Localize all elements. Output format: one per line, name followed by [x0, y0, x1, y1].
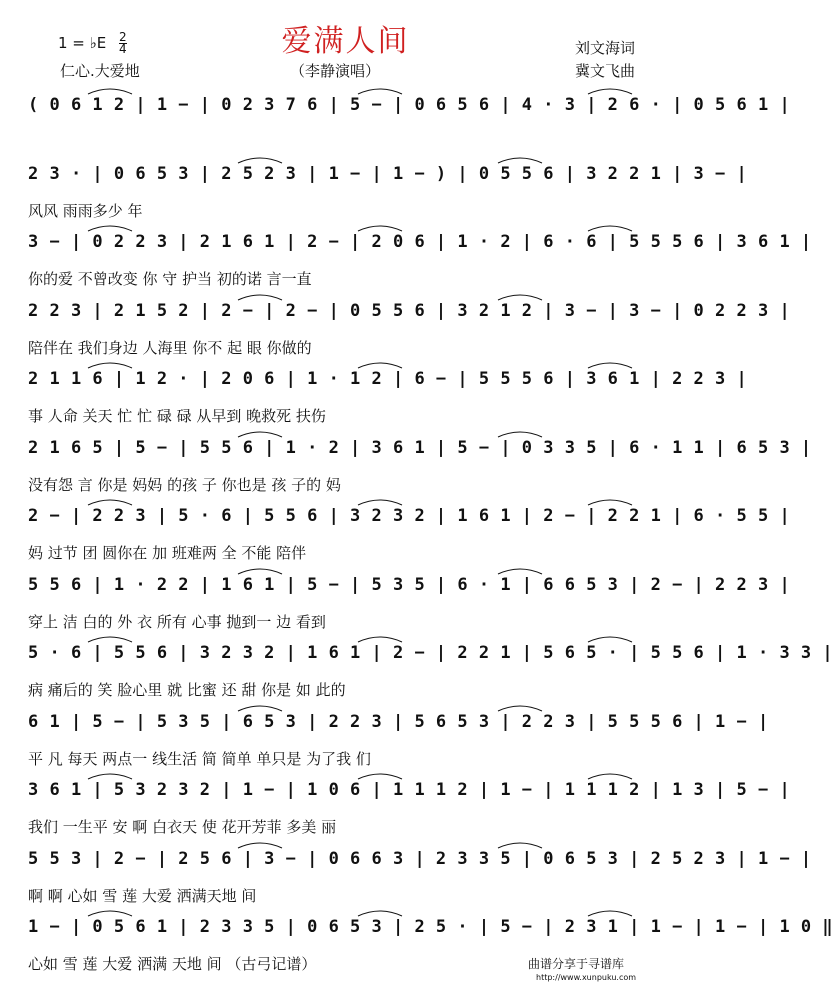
lyrics-line: 啊 啊 心如 雪 莲 大爱 洒满天地 间 [28, 886, 257, 905]
lyrics-line: 事 人命 关天 忙 忙 碌 碌 从早到 晚救死 扶伤 [28, 407, 326, 425]
notation-line: 2 1 1 6 | 1 2 · | 2 0 6 | 1 · 1 2 | 6 − | 5 5 5 6 | 3 6 1 | 2 2 3 | [28, 369, 748, 389]
notation-line: 3 6 1 | 5 3 2 3 2 | 1 − | 1 0 6 | 1 1 1 2 | 1 − | 1 1 1 2 | 1 3 | 5 − | [28, 780, 791, 800]
key-label: 1 = ♭E [58, 34, 107, 52]
footer-url[interactable]: http://www.xunpuku.com [536, 973, 637, 982]
notation-line: 2 − | 2 2 3 | 5 · 6 | 5 5 6 | 3 2 3 2 | 1 6 1 | 2 − | 2 2 1 | 6 · 5 5 | [28, 506, 791, 526]
notation-line: ( 0 6 1 2 | 1 − | 0 2 3 7 6 | 5 − | 0 6 5 6 | 4 · 3 | 2 6 · | 0 5 6 1 | [28, 95, 791, 115]
notation-line: 1 − | 0 5 6 1 | 2 3 3 5 | 0 6 5 3 | 2 5 · | 5 − | 2 3 1 | 1 − | 1 − | 1 0 ‖ [28, 917, 833, 937]
notation-line: 5 5 6 | 1 · 2 2 | 1 6 1 | 5 − | 5 3 5 | 6 · 1 | 6 6 5 3 | 2 − | 2 2 3 | [28, 574, 791, 595]
lyrics-line: 没有怨 言 你是 妈妈 的孩 子 你也是 孩 子的 妈 [28, 475, 341, 494]
lyrics-line: 风风 雨雨多少 年 [28, 201, 143, 220]
notation-line: 3 − | 0 2 2 3 | 2 1 6 1 | 2 − | 2 0 6 | 1 · 2 | 6 · 6 | 5 5 5 6 | 3 6 1 | [28, 232, 812, 252]
lyrics-line: 穿上 洁 白的 外 衣 所有 心事 抛到一 边 看到 [28, 612, 326, 631]
footer [528, 955, 636, 982]
notation-line: 2 2 3 | 2 1 5 2 | 2 − | 2 − | 0 5 5 6 | 3 2 1 2 | 3 − | 3 − | 0 2 2 3 | [28, 300, 791, 321]
lyrics-line: 病 痛后的 笑 脸心里 就 比蜜 还 甜 你是 如 此的 [28, 681, 346, 699]
artist-label: 仁心.大爱地 [60, 62, 140, 80]
composer-credit: 冀文飞曲 [575, 62, 636, 80]
time-signature-top: 2 [118, 30, 127, 44]
time-signature-bottom: 4 [118, 42, 127, 56]
lyrics-line: 平 凡 每天 两点一 线生活 简 简单 单只是 为了我 们 [28, 749, 371, 768]
lyrics-line: 妈 过节 团 圆你在 加 班难两 全 不能 陪伴 [28, 544, 307, 562]
lyrics-line: 我们 一生平 安 啊 白衣天 使 花开芳菲 多美 丽 [28, 818, 337, 836]
lyrics-line: 你的爱 不曾改变 你 守 护当 初的诺 言一直 [28, 270, 312, 288]
footer-site: 曲谱分享于寻谱库 [528, 957, 625, 971]
lyrics-line: 陪伴在 我们身边 人海里 你不 起 眼 你做的 [28, 338, 312, 357]
notation-line: 6 1 | 5 − | 5 3 5 | 6 5 3 | 2 2 3 | 5 6 5 3 | 2 2 3 | 5 5 5 6 | 1 − | [28, 711, 769, 732]
singer-credit: （李静演唱） [290, 62, 381, 80]
song-title: 爱满人间 [281, 24, 410, 59]
key-signature [58, 32, 127, 55]
time-signature [119, 32, 127, 55]
notation-line: 5 · 6 | 5 5 6 | 3 2 3 2 | 1 6 1 | 2 − | 2 2 1 | 5 6 5 · | 5 5 6 | 1 · 3 3 | [28, 643, 833, 663]
notation-line: 2 3 · | 0 6 5 3 | 2 5 2 3 | 1 − | 1 − ) | 0 5 5 6 | 3 2 2 1 | 3 − | [28, 163, 748, 184]
lyricist-credit: 刘文海词 [575, 39, 636, 57]
notation-line: 5 5 3 | 2 − | 2 5 6 | 3 − | 0 6 6 3 | 2 3 3 5 | 0 6 5 3 | 2 5 2 3 | 1 − | [28, 848, 812, 869]
lyrics-line: 心如 雪 莲 大爱 洒满 天地 间 （古弓记谱） [28, 955, 317, 973]
notation-line: 2 1 6 5 | 5 − | 5 5 6 | 1 · 2 | 3 6 1 | 5 − | 0 3 3 5 | 6 · 1 1 | 6 5 3 | [28, 437, 812, 458]
